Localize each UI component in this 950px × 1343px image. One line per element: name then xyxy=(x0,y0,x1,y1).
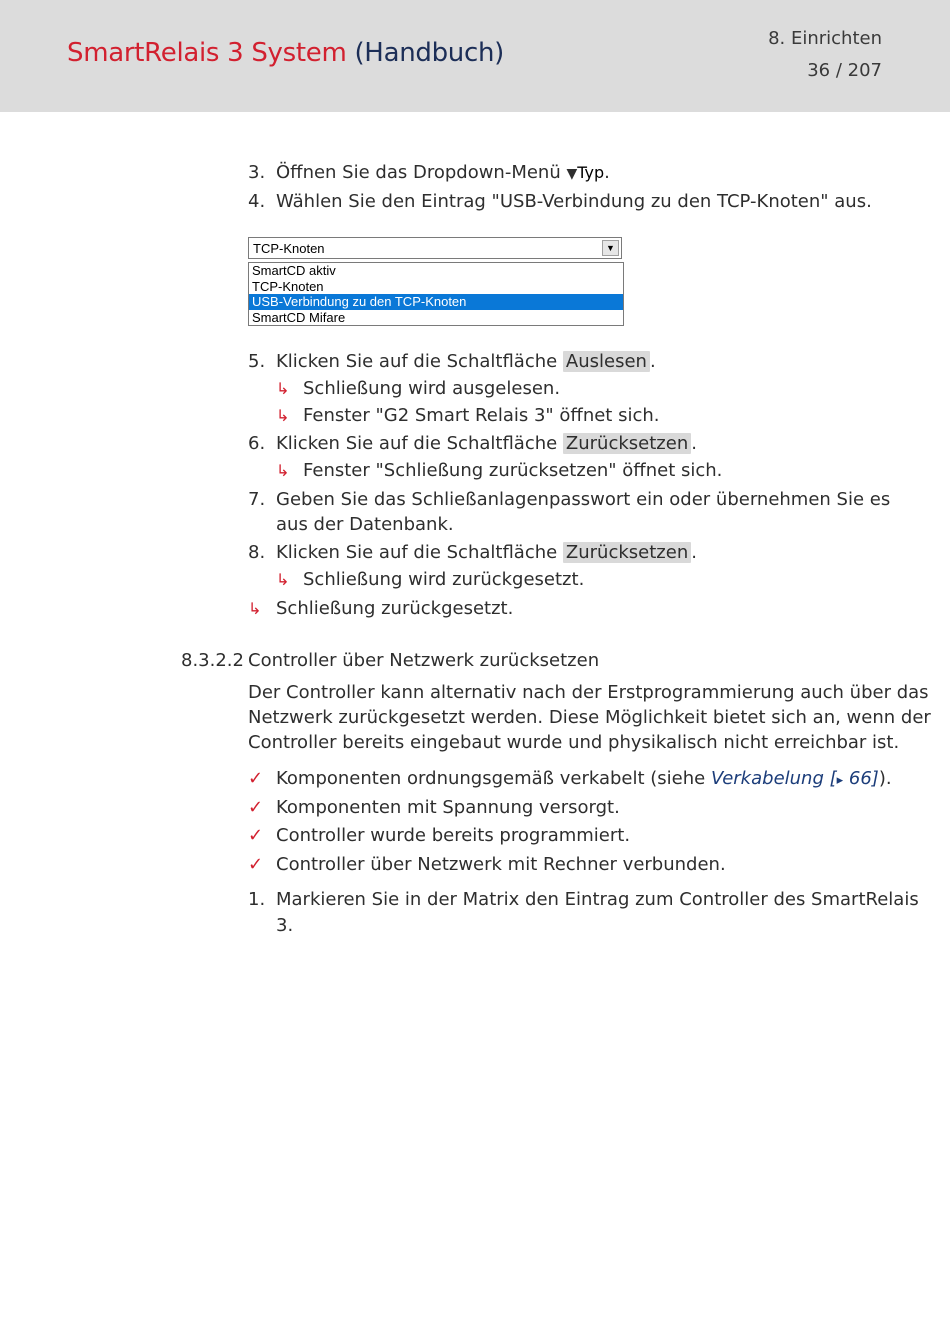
step-number: 8. xyxy=(248,542,266,563)
button-reference: Zurücksetzen xyxy=(563,542,691,563)
step-text xyxy=(276,540,697,565)
dropdown-option[interactable]: SmartCD Mifare xyxy=(252,309,346,325)
dropdown-option-selected[interactable]: USB-Verbindung zu den TCP-Knoten xyxy=(249,294,623,310)
result-text: Schließung wird zurückgesetzt. xyxy=(303,569,585,590)
chevron-down-icon[interactable]: ▼ xyxy=(602,240,619,256)
section-paragraph-line: Netzwerk zurückgesetzt werden. Diese Möglichkeit bietet sich an, wenn der xyxy=(248,707,931,728)
result-text: Schließung wird ausgelesen. xyxy=(303,378,561,399)
result-arrow-icon: ↳ xyxy=(248,599,262,618)
document-title-subtitle: (Handbuch) xyxy=(354,38,504,68)
dropdown-option[interactable]: SmartCD aktiv xyxy=(252,263,336,278)
step-text xyxy=(276,160,610,187)
document-title-brand: SmartRelais 3 System xyxy=(67,38,347,68)
step-text: Wählen Sie den Eintrag "USB-Verbindung zu den TCP-Knoten" aus. xyxy=(276,191,872,212)
type-dropdown[interactable] xyxy=(248,237,622,259)
step-text-part: Klicken Sie auf die Schaltfläche xyxy=(276,351,563,372)
prerequisite-text-part: Komponenten ordnungsgemäß verkabelt (siehe xyxy=(276,768,711,789)
result-arrow-icon: ↳ xyxy=(276,461,290,480)
prerequisite-text: Controller wurde bereits programmiert. xyxy=(276,825,631,846)
step-number: 1. xyxy=(248,889,266,910)
step-number: 3. xyxy=(248,162,266,183)
step-text-part: . xyxy=(604,162,610,183)
dropdown-option[interactable]: TCP-Knoten xyxy=(252,278,324,294)
checkmark-icon: ✓ xyxy=(248,854,264,875)
step-text-part: Klicken Sie auf die Schaltfläche xyxy=(276,542,563,563)
page-header xyxy=(0,0,950,112)
step-text-part: . xyxy=(691,433,697,454)
step-number: 4. xyxy=(248,191,266,212)
step-text-part: Öffnen Sie das Dropdown-Menü xyxy=(276,162,567,183)
result-text: Fenster "Schließung zurücksetzen" öffnet sich. xyxy=(303,460,723,481)
step-text-part: . xyxy=(649,351,656,372)
step-text: aus der Datenbank. xyxy=(276,514,454,535)
prerequisite-text-part: ). xyxy=(878,768,892,789)
button-reference: Zurücksetzen xyxy=(563,433,691,454)
chapter-label: 8. Einrichten xyxy=(768,28,882,49)
step-text: Markieren Sie in der Matrix den Eintrag zum Controller des SmartRelais xyxy=(276,889,919,910)
checkmark-icon: ✓ xyxy=(248,768,264,789)
play-arrow-icon: ▸ xyxy=(836,773,844,788)
dropdown-value: TCP-Knoten xyxy=(253,241,325,256)
step-text: Geben Sie das Schließanlagenpasswort ein oder übernehmen Sie es xyxy=(276,489,891,510)
prerequisite-text: Komponenten mit Spannung versorgt. xyxy=(276,797,620,818)
document-title xyxy=(67,38,504,68)
result-text: Schließung zurückgesetzt. xyxy=(276,598,514,619)
dropdown-triangle-icon: ▼ xyxy=(566,166,578,182)
section-paragraph-line: Controller bereits eingebaut wurde und physikalisch nicht erreichbar ist. xyxy=(248,732,900,753)
dropdown-options-list xyxy=(248,262,624,326)
section-paragraph-line: Der Controller kann alternativ nach der Erstprogrammierung auch über das xyxy=(248,682,929,703)
cross-reference-link[interactable] xyxy=(711,768,879,789)
section-number: 8.3.2.2 xyxy=(181,650,244,671)
result-text: Fenster "G2 Smart Relais 3" öffnet sich. xyxy=(303,405,660,426)
step-text xyxy=(276,349,656,374)
link-text: Verkabelung [ xyxy=(710,768,837,789)
step-number: 7. xyxy=(248,489,266,510)
page-number: 36 / 207 xyxy=(807,60,882,81)
button-reference: Auslesen xyxy=(563,351,650,372)
result-arrow-icon: ↳ xyxy=(276,406,290,425)
step-number: 6. xyxy=(248,433,266,454)
checkmark-icon: ✓ xyxy=(248,825,264,846)
step-text: 3. xyxy=(276,915,294,936)
prerequisite-text: Controller über Netzwerk mit Rechner verbunden. xyxy=(276,854,726,875)
step-text-part: . xyxy=(691,542,697,563)
result-arrow-icon: ↳ xyxy=(276,570,290,589)
result-arrow-icon: ↳ xyxy=(276,379,290,398)
link-page: 66] xyxy=(843,768,879,789)
step-text-part: Klicken Sie auf die Schaltfläche xyxy=(276,433,563,454)
step-number: 5. xyxy=(248,351,266,372)
checkmark-icon: ✓ xyxy=(248,797,264,818)
step-text xyxy=(276,431,697,456)
section-title: Controller über Netzwerk zurücksetzen xyxy=(248,650,600,671)
ui-term: Typ xyxy=(577,163,605,182)
prerequisite-text xyxy=(276,766,892,793)
